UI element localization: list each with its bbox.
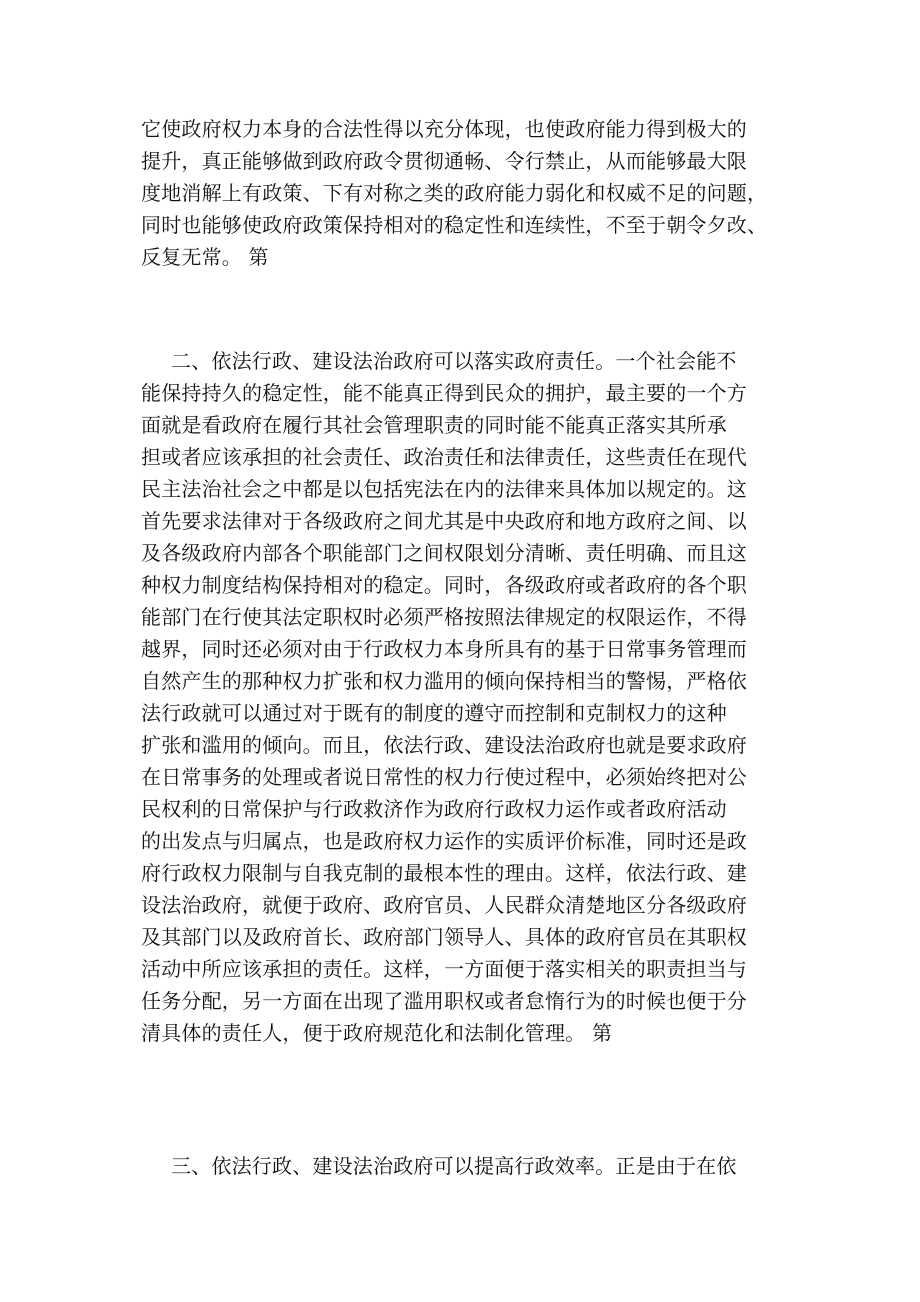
- text-line: 在日常事务的处理或者说日常性的权力行使过程中，必须始终把对公: [141, 765, 747, 789]
- text-line: 及其部门以及政府首长、政府部门领导人、具体的政府官员在其职权: [141, 925, 747, 949]
- text-line: 设法治政府，就便于政府、政府官员、人民群众清楚地区分各级政府: [141, 893, 747, 917]
- text-line: 的出发点与归属点，也是政府权力运作的实质评价标准，同时还是政: [141, 829, 747, 853]
- text-line: 提升，真正能够做到政府政令贯彻通畅、令行禁止，从而能够最大限: [141, 149, 747, 173]
- text-line: 及各级政府内部各个职能部门之间权限划分清晰、责任明确、而且这: [141, 541, 747, 565]
- paragraph-2: [141, 345, 811, 1049]
- text-line: 它使政府权力本身的合法性得以充分体现，也使政府能力得到极大的: [141, 117, 747, 141]
- text-line: 首先要求法律对于各级政府之间尤其是中央政府和地方政府之间、以: [141, 509, 747, 533]
- paragraph-1: [141, 113, 811, 273]
- text-line: 府行政权力限制与自我克制的最根本性的理由。这样，依法行政、建: [141, 861, 747, 885]
- text-line: 越界，同时还必须对由于行政权力本身所具有的基于日常事务管理而: [141, 637, 747, 661]
- text-line: 三、依法行政、建设法治政府可以提高行政效率。正是由于在依: [171, 1154, 737, 1178]
- text-line: 度地消解上有政策、下有对称之类的政府能力弱化和权威不足的问题，: [141, 181, 768, 205]
- text-line: 能保持持久的稳定性，能不能真正得到民众的拥护，最主要的一个方: [141, 381, 747, 405]
- text-line: 民主法治社会之中都是以包括宪法在内的法律来具体加以规定的。这: [141, 477, 747, 501]
- text-line: 反复无常。 第: [141, 245, 269, 269]
- text-line: 面就是看政府在履行其社会管理职责的同时能不能真正落实其所承: [141, 413, 727, 437]
- text-line: 活动中所应该承担的责任。这样，一方面便于落实相关的职责担当与: [141, 957, 747, 981]
- text-line: 清具体的责任人，便于政府规范化和法制化管理。 第: [141, 1021, 613, 1045]
- text-line: 二、依法行政、建设法治政府可以落实政府责任。一个社会能不: [171, 349, 737, 373]
- text-line: 种权力制度结构保持相对的稳定。同时，各级政府或者政府的各个职: [141, 573, 747, 597]
- text-line: 担或者应该承担的社会责任、政治责任和法律责任，这些责任在现代: [141, 445, 747, 469]
- text-line: 扩张和滥用的倾向。而且，依法行政、建设法治政府也就是要求政府: [141, 733, 747, 757]
- text-line: 任务分配，另一方面在出现了滥用职权或者怠惰行为的时候也便于分: [141, 989, 747, 1013]
- text-line: 能部门在行使其法定职权时必须严格按照法律规定的权限运作，不得: [141, 605, 747, 629]
- text-line: 自然产生的那种权力扩张和权力滥用的倾向保持相当的警惕，严格依: [141, 669, 747, 693]
- paragraph-3: [141, 1150, 811, 1182]
- text-line: 民权利的日常保护与行政救济作为政府行政权力运作或者政府活动: [141, 797, 727, 821]
- text-line: 同时也能够使政府政策保持相对的稳定性和连续性，不至于朝令夕改、: [141, 213, 768, 237]
- text-line: 法行政就可以通过对于既有的制度的遵守而控制和克制权力的这种: [141, 701, 727, 725]
